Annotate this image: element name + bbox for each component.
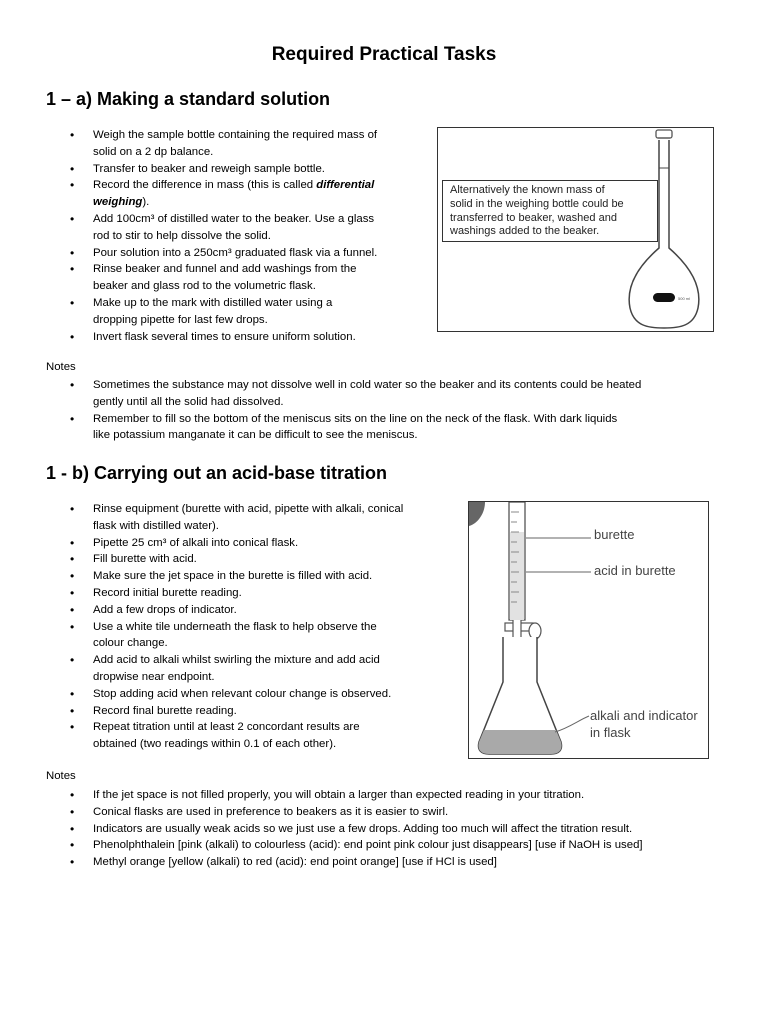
list-item: • Use a white tile underneath the flask to help observe the colour change. <box>93 619 463 653</box>
list-item: • Pour solution into a 250cm³ graduated flask via a funnel. <box>93 245 433 262</box>
list-item: • Fill burette with acid. <box>93 551 463 568</box>
list-item: • Remember to fill so the bottom of the meniscus sits on the line on the neck of the flask. With dark liquids like potassium manganate it can be difficult to see the meniscus. <box>93 411 753 445</box>
list-item: • Record final burette reading. <box>93 703 463 720</box>
list-item: • Make up to the mark with distilled water using a dropping pipette for last few drops. <box>93 295 433 329</box>
notes-label: Notes <box>46 361 76 373</box>
list-item: • Pipette 25 cm³ of alkali into conical flask. <box>93 535 463 552</box>
list-item: • Add 100cm³ of distilled water to the beaker. Use a glass rod to stir to help dissolve the solid. <box>93 211 433 245</box>
burette-label: burette <box>594 527 635 542</box>
list-item: • Stop adding acid when relevant colour change is observed. <box>93 686 463 703</box>
list-item: • Phenolphthalein [pink (alkali) to colourless (acid): end point pink colour just disappears] [use if NaOH is used] <box>93 837 753 854</box>
titration-steps <box>93 501 463 753</box>
list-item: • Methyl orange [yellow (alkali) to red (acid): end point orange] [use if HCl is used] <box>93 854 753 871</box>
list-item: • Invert flask several times to ensure uniform solution. <box>93 329 433 346</box>
page-title: Required Practical Tasks <box>271 44 497 65</box>
list-item: • Make sure the jet space in the burette is filled with acid. <box>93 568 463 585</box>
titration-notes <box>93 787 753 871</box>
list-item: • Rinse equipment (burette with acid, pipette with alkali, conical flask with distilled water). <box>93 501 463 535</box>
list-item: • Indicators are usually weak acids so we just use a few drops. Adding too much will affect the titration result. <box>93 821 753 838</box>
callout-box: Alternatively the known mass of solid in the weighing bottle could be transferred to beaker, washed and washings added to the beaker. <box>442 180 658 242</box>
list-item: • Rinse beaker and funnel and add washings from the beaker and glass rod to the volumetric flask. <box>93 261 433 295</box>
list-item: • Repeat titration until at least 2 concordant results are obtained (two readings within 0.1 of each other). <box>93 719 463 753</box>
notes-label: Notes <box>46 770 76 782</box>
standard-solution-steps <box>93 127 433 345</box>
acid-label: acid in burette <box>594 563 676 578</box>
list-item: • Transfer to beaker and reweigh sample bottle. <box>93 161 433 178</box>
list-item: • Sometimes the substance may not dissolve well in cold water so the beaker and its contents could be heated gently until all the solid had dissolved. <box>93 377 753 411</box>
alkali-label-line1: alkali and indicator <box>590 708 698 723</box>
list-item: • Add acid to alkali whilst swirling the mixture and add acid dropwise near endpoint. <box>93 652 463 686</box>
flask-label: 500 ml <box>678 296 691 301</box>
list-item: • Record initial burette reading. <box>93 585 463 602</box>
list-item: • Record the difference in mass (this is called differential weighing). <box>93 177 433 211</box>
section-heading-standard-solution: 1 – a) Making a standard solution <box>46 89 331 109</box>
section-heading-titration: 1 - b) Carrying out an acid-base titration <box>46 463 388 483</box>
list-item: • Weigh the sample bottle containing the required mass of solid on a 2 dp balance. <box>93 127 433 161</box>
list-item: • If the jet space is not filled properly, you will obtain a larger than expected reading in your titration. <box>93 787 753 804</box>
list-item: • Conical flasks are used in preference to beakers as it is easier to swirl. <box>93 804 753 821</box>
alkali-label-line2: in flask <box>590 725 631 740</box>
list-item: • Add a few drops of indicator. <box>93 602 463 619</box>
standard-solution-notes <box>93 377 753 444</box>
